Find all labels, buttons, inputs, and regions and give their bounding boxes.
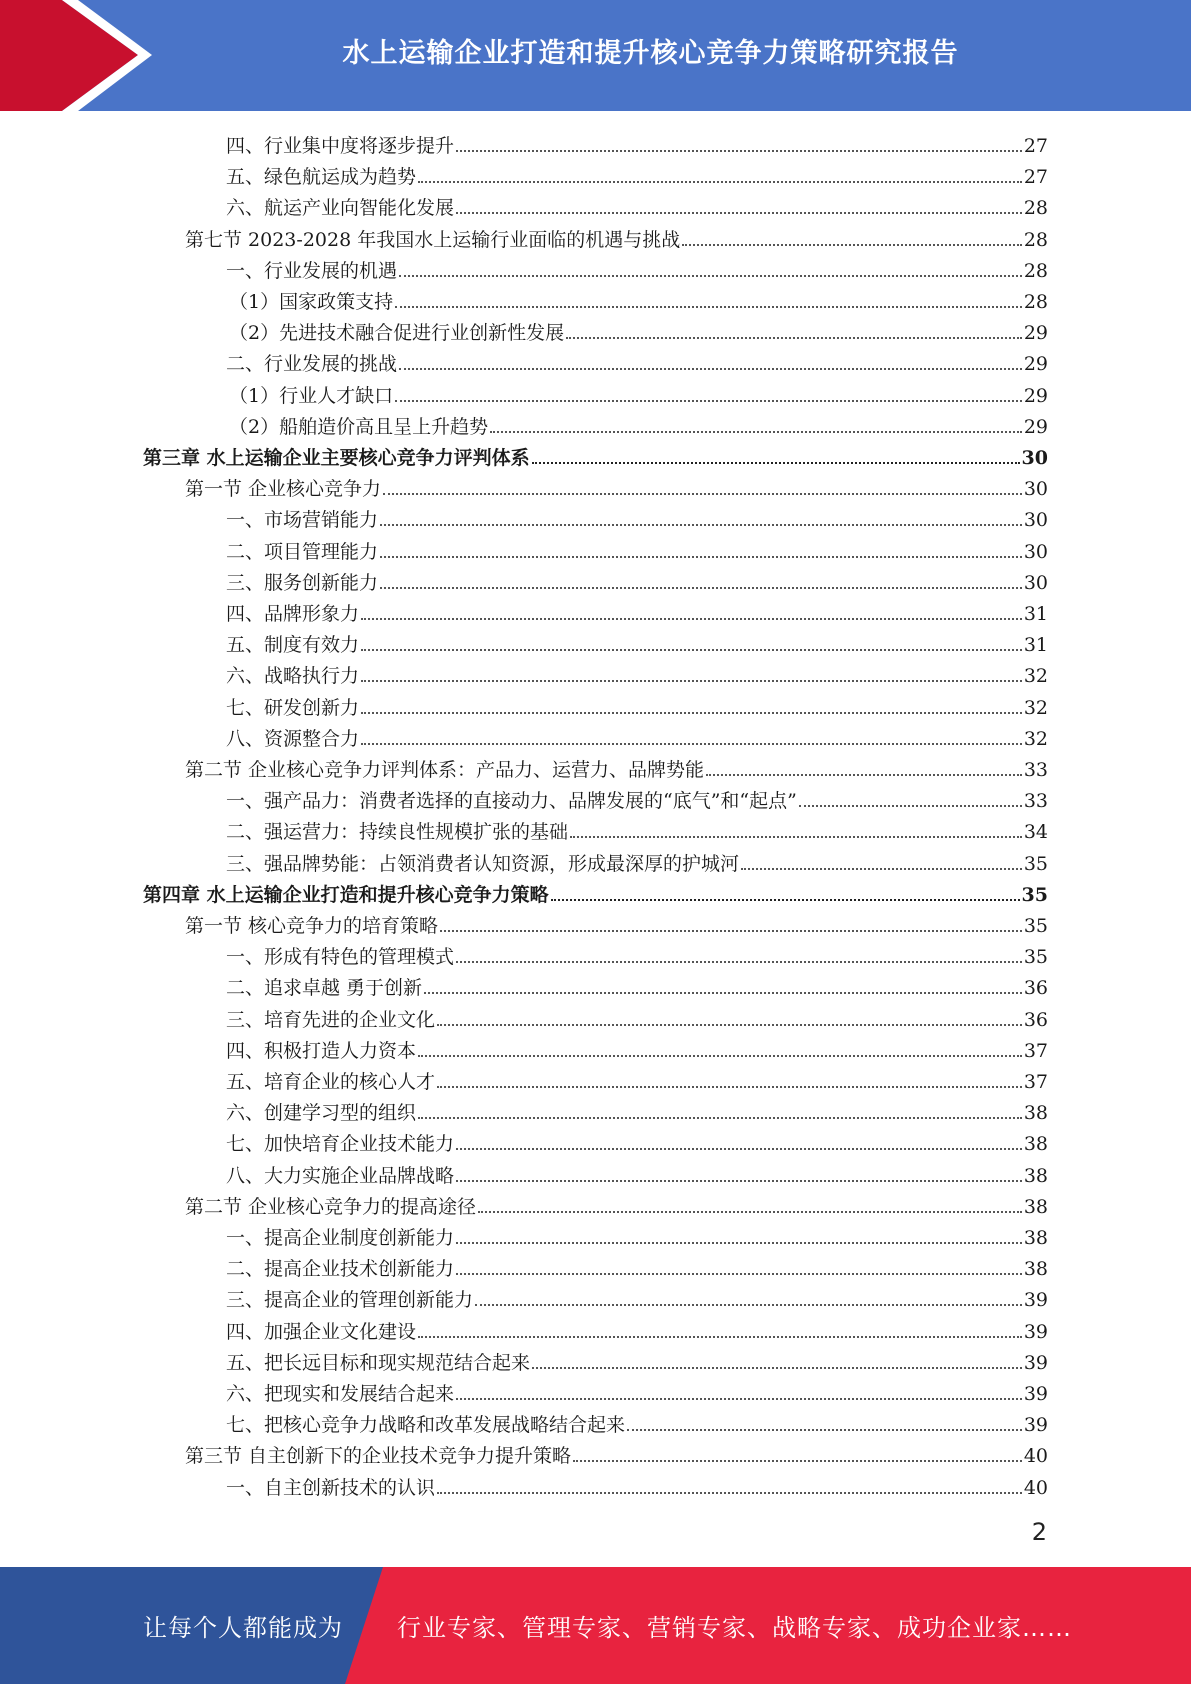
toc-entry-page: 39 bbox=[1023, 1383, 1048, 1405]
toc-entry-label: 六、创建学习型的组织 bbox=[226, 1102, 417, 1125]
toc-entry-page: 30 bbox=[1021, 447, 1048, 469]
toc-entry[interactable] bbox=[185, 1188, 1048, 1219]
toc-dot-leader bbox=[380, 556, 1022, 558]
toc-entry[interactable] bbox=[226, 1375, 1048, 1406]
toc-entry[interactable] bbox=[226, 1313, 1048, 1344]
toc-entry-label: 二、提高企业技术创新能力 bbox=[226, 1258, 455, 1281]
toc-entry-label: 五、把长远目标和现实规范结合起来 bbox=[226, 1351, 531, 1374]
toc-dot-leader bbox=[437, 1086, 1022, 1088]
toc-entry[interactable] bbox=[143, 439, 1048, 470]
toc-entry-page: 32 bbox=[1023, 696, 1048, 719]
toc-entry[interactable] bbox=[185, 470, 1048, 501]
toc-entry-page: 36 bbox=[1023, 977, 1048, 1000]
toc-entry-page: 35 bbox=[1023, 946, 1048, 969]
toc-entry[interactable] bbox=[226, 689, 1048, 720]
toc-entry-page: 30 bbox=[1023, 509, 1048, 532]
toc-dot-leader bbox=[532, 462, 1020, 464]
toc-entry-label: 五、制度有效力 bbox=[226, 634, 360, 657]
toc-dot-leader bbox=[456, 1180, 1022, 1182]
toc-entry-label: 一、形成有特色的管理模式 bbox=[226, 946, 455, 969]
toc-entry-label: 二、项目管理能力 bbox=[226, 540, 379, 563]
toc-dot-leader bbox=[682, 244, 1022, 246]
toc-entry[interactable] bbox=[226, 501, 1048, 532]
toc-entry-page: 30 bbox=[1023, 571, 1048, 594]
toc-dot-leader bbox=[424, 992, 1022, 994]
toc-entry-page: 38 bbox=[1023, 1195, 1048, 1218]
report-title: 水上运输企业打造和提升核心竞争力策略研究报告 bbox=[342, 37, 959, 69]
footer-band bbox=[0, 1567, 1191, 1684]
toc-entry-page: 34 bbox=[1023, 821, 1048, 844]
toc-entry[interactable] bbox=[226, 813, 1048, 844]
toc-entry[interactable] bbox=[185, 907, 1048, 938]
toc-entry-label: 八、资源整合力 bbox=[226, 727, 360, 750]
toc-entry[interactable] bbox=[226, 1469, 1048, 1500]
toc-entry-page: 32 bbox=[1023, 665, 1048, 688]
toc-dot-leader bbox=[799, 805, 1022, 807]
toc-entry[interactable] bbox=[226, 626, 1048, 657]
toc-dot-leader bbox=[570, 836, 1022, 838]
toc-dot-leader bbox=[418, 1336, 1022, 1338]
footer-slogan-right: 行业专家、管理专家、营销专家、战略专家、成功企业家…… bbox=[397, 1614, 1072, 1642]
toc-entry-page: 35 bbox=[1023, 852, 1048, 875]
toc-entry-label: 三、培育先进的企业文化 bbox=[226, 1008, 436, 1031]
toc-entry-label: 六、战略执行力 bbox=[226, 665, 360, 688]
toc-entry[interactable] bbox=[226, 1157, 1048, 1188]
toc-dot-leader bbox=[456, 1273, 1022, 1275]
toc-dot-leader bbox=[475, 1304, 1022, 1306]
toc-entry-page: 31 bbox=[1023, 634, 1048, 657]
toc-entry[interactable] bbox=[226, 1001, 1048, 1032]
toc-entry[interactable] bbox=[226, 252, 1048, 283]
toc-entry-page: 40 bbox=[1023, 1445, 1048, 1468]
toc-entry-page: 28 bbox=[1023, 259, 1048, 282]
toc-dot-leader bbox=[456, 150, 1022, 152]
toc-dot-leader bbox=[437, 1024, 1022, 1026]
toc-dot-leader bbox=[399, 368, 1022, 370]
toc-entry-page: 29 bbox=[1023, 384, 1048, 407]
toc-dot-leader bbox=[566, 337, 1022, 339]
toc-entry-label: 四、品牌形象力 bbox=[226, 603, 360, 625]
toc-entry-page: 35 bbox=[1023, 915, 1048, 937]
toc-entry-label: 三、强品牌势能：占领消费者认知资源，形成最深厚的护城河 bbox=[226, 852, 740, 875]
toc-dot-leader bbox=[490, 431, 1022, 433]
toc-entry-page: 38 bbox=[1023, 1133, 1048, 1156]
toc-entry[interactable] bbox=[143, 876, 1048, 907]
toc-dot-leader bbox=[456, 1242, 1022, 1244]
toc-dot-leader bbox=[706, 774, 1022, 776]
toc-dot-leader bbox=[383, 493, 1022, 495]
toc-dot-leader bbox=[399, 275, 1022, 277]
toc-entry-page: 39 bbox=[1023, 1289, 1048, 1312]
toc-entry[interactable] bbox=[226, 1094, 1048, 1125]
toc-entry-label: 四、积极打造人力资本 bbox=[226, 1039, 417, 1062]
toc-entry[interactable] bbox=[226, 158, 1048, 189]
toc-dot-leader bbox=[478, 1211, 1022, 1213]
toc-dot-leader bbox=[395, 306, 1022, 308]
toc-entry[interactable] bbox=[185, 221, 1048, 252]
toc-entry[interactable] bbox=[229, 377, 1048, 408]
toc-entry-label: 五、培育企业的核心人才 bbox=[226, 1071, 436, 1093]
toc-dot-leader bbox=[456, 1398, 1022, 1400]
toc-dot-leader bbox=[532, 1367, 1022, 1369]
toc-entry-page: 32 bbox=[1023, 727, 1048, 750]
toc-entry-label: 第二节 企业核心竞争力评判体系：产品力、运营力、品牌势能 bbox=[185, 759, 705, 781]
toc-entry-page: 38 bbox=[1023, 1258, 1048, 1281]
toc-entry[interactable] bbox=[226, 1219, 1048, 1250]
toc-dot-leader bbox=[361, 680, 1022, 682]
toc-entry[interactable] bbox=[226, 564, 1048, 595]
header-band bbox=[0, 0, 1191, 111]
toc-entry[interactable] bbox=[226, 1063, 1048, 1094]
toc-entry[interactable] bbox=[226, 1281, 1048, 1312]
toc-entry-page: 27 bbox=[1023, 135, 1048, 157]
toc-entry-label: （2）船舶造价高且呈上升趋势 bbox=[229, 415, 489, 438]
toc-dot-leader bbox=[440, 930, 1022, 932]
footer-slogan-left: 让每个人都能成为 bbox=[143, 1614, 343, 1642]
toc-entry[interactable] bbox=[226, 782, 1048, 813]
toc-entry-label: 一、提高企业制度创新能力 bbox=[226, 1227, 455, 1249]
toc-entry-page: 28 bbox=[1023, 228, 1048, 251]
toc-entry[interactable] bbox=[229, 314, 1048, 345]
toc-entry-label: 四、行业集中度将逐步提升 bbox=[226, 135, 455, 157]
toc-entry-label: 一、市场营销能力 bbox=[226, 509, 379, 532]
toc-entry[interactable] bbox=[226, 189, 1048, 220]
toc-entry-page: 37 bbox=[1023, 1039, 1048, 1062]
toc-entry-page: 38 bbox=[1023, 1102, 1048, 1125]
toc-entry-page: 30 bbox=[1023, 540, 1048, 563]
toc-entry-page: 27 bbox=[1023, 166, 1048, 189]
toc-entry-page: 39 bbox=[1023, 1320, 1048, 1343]
toc-dot-leader bbox=[741, 868, 1022, 870]
toc-entry-label: （1）国家政策支持 bbox=[229, 291, 394, 313]
toc-entry-page: 33 bbox=[1023, 759, 1048, 781]
toc-entry[interactable] bbox=[226, 1125, 1048, 1156]
toc-entry-label: 二、强运营力：持续良性规模扩张的基础 bbox=[226, 821, 569, 844]
toc-entry-label: （1）行业人才缺口 bbox=[229, 384, 394, 407]
toc-entry-label: 八、大力实施企业品牌战略 bbox=[226, 1164, 455, 1187]
toc-dot-leader bbox=[361, 618, 1022, 620]
chevron-arrow-icon bbox=[0, 0, 160, 111]
toc-entry-page: 29 bbox=[1023, 322, 1048, 345]
toc-entry[interactable] bbox=[226, 1344, 1048, 1375]
toc-entry-page: 30 bbox=[1023, 478, 1048, 501]
toc-entry-label: 第二节 企业核心竞争力的提高途径 bbox=[185, 1195, 477, 1218]
toc-entry-label: （2）先进技术融合促进行业创新性发展 bbox=[229, 322, 565, 345]
toc-entry-label: 七、加快培育企业技术能力 bbox=[226, 1133, 455, 1156]
toc-entry-page: 28 bbox=[1023, 197, 1048, 220]
toc-dot-leader bbox=[395, 400, 1022, 402]
toc-entry[interactable] bbox=[226, 657, 1048, 688]
toc-entry-page: 36 bbox=[1023, 1008, 1048, 1031]
toc-entry[interactable] bbox=[226, 595, 1048, 626]
toc-entry-label: 五、绿色航运成为趋势 bbox=[226, 166, 417, 189]
toc-entry[interactable] bbox=[226, 720, 1048, 751]
toc-dot-leader bbox=[418, 181, 1022, 183]
toc-entry[interactable] bbox=[226, 938, 1048, 969]
toc-dot-leader bbox=[551, 899, 1020, 901]
toc-entry-page: 33 bbox=[1023, 790, 1048, 813]
toc-entry-label: 三、提高企业的管理创新能力 bbox=[226, 1289, 474, 1312]
toc-entry[interactable] bbox=[226, 845, 1048, 876]
toc-entry[interactable] bbox=[185, 751, 1048, 782]
toc-dot-leader bbox=[456, 212, 1022, 214]
toc-entry-label: 二、追求卓越 勇于创新 bbox=[226, 977, 423, 1000]
toc-entry-label: 三、服务创新能力 bbox=[226, 571, 379, 594]
toc-entry-page: 29 bbox=[1023, 353, 1048, 376]
toc-entry-page: 38 bbox=[1023, 1227, 1048, 1249]
toc-entry-label: 第一节 企业核心竞争力 bbox=[185, 478, 382, 501]
toc-dot-leader bbox=[456, 961, 1022, 963]
toc-dot-leader bbox=[361, 743, 1022, 745]
toc-entry[interactable] bbox=[229, 408, 1048, 439]
toc-dot-leader bbox=[418, 1117, 1022, 1119]
toc-dot-leader bbox=[361, 712, 1022, 714]
toc-entry[interactable] bbox=[226, 345, 1048, 376]
toc-entry-page: 29 bbox=[1023, 415, 1048, 438]
toc-entry[interactable] bbox=[185, 1437, 1048, 1468]
toc-entry-label: 第三章 水上运输企业主要核心竞争力评判体系 bbox=[143, 447, 530, 469]
page-number: 2 bbox=[1031, 1518, 1047, 1546]
toc-dot-leader bbox=[573, 1460, 1022, 1462]
toc-entry-label: 四、加强企业文化建设 bbox=[226, 1320, 417, 1343]
toc-entry[interactable] bbox=[226, 969, 1048, 1000]
toc-dot-leader bbox=[380, 524, 1022, 526]
toc-entry[interactable] bbox=[226, 127, 1048, 158]
toc-entry-page: 28 bbox=[1023, 291, 1048, 313]
toc-entry-label: 七、把核心竞争力战略和改革发展战略结合起来 bbox=[226, 1414, 626, 1437]
toc-entry-label: 第四章 水上运输企业打造和提升核心竞争力策略 bbox=[143, 883, 549, 906]
toc-entry-page: 35 bbox=[1021, 883, 1048, 906]
toc-entry[interactable] bbox=[229, 283, 1048, 314]
toc-entry-page: 39 bbox=[1023, 1414, 1048, 1437]
toc-entry-label: 七、研发创新力 bbox=[226, 696, 360, 719]
toc-entry-label: 二、行业发展的挑战 bbox=[226, 353, 398, 376]
toc-entry-label: 一、行业发展的机遇 bbox=[226, 259, 398, 282]
toc-dot-leader bbox=[456, 1148, 1022, 1150]
toc-entry-label: 六、把现实和发展结合起来 bbox=[226, 1383, 455, 1405]
toc-entry[interactable] bbox=[226, 1032, 1048, 1063]
toc-entry-page: 38 bbox=[1023, 1164, 1048, 1187]
toc-dot-leader bbox=[437, 1492, 1022, 1494]
toc-dot-leader bbox=[361, 649, 1022, 651]
toc-entry-label: 一、强产品力：消费者选择的直接动力、品牌发展的“底气”和“起点” bbox=[226, 790, 797, 813]
toc-dot-leader bbox=[380, 587, 1022, 589]
toc-entry-page: 31 bbox=[1023, 603, 1048, 625]
toc-entry-page: 37 bbox=[1023, 1071, 1048, 1093]
toc-entry[interactable] bbox=[226, 1406, 1048, 1437]
toc-entry-label: 第一节 核心竞争力的培育策略 bbox=[185, 915, 439, 937]
toc-entry[interactable] bbox=[226, 533, 1048, 564]
toc-dot-leader bbox=[627, 1429, 1022, 1431]
toc-entry-label: 第七节 2023-2028 年我国水上运输行业面临的机遇与挑战 bbox=[185, 228, 681, 251]
toc-entry-label: 六、航运产业向智能化发展 bbox=[226, 197, 455, 220]
toc-entry-page: 39 bbox=[1023, 1351, 1048, 1374]
toc-entry-page: 40 bbox=[1023, 1476, 1048, 1499]
toc-entry-label: 一、自主创新技术的认识 bbox=[226, 1476, 436, 1499]
toc-dot-leader bbox=[418, 1055, 1022, 1057]
toc-entry-label: 第三节 自主创新下的企业技术竞争力提升策略 bbox=[185, 1445, 572, 1468]
toc-entry[interactable] bbox=[226, 1250, 1048, 1281]
